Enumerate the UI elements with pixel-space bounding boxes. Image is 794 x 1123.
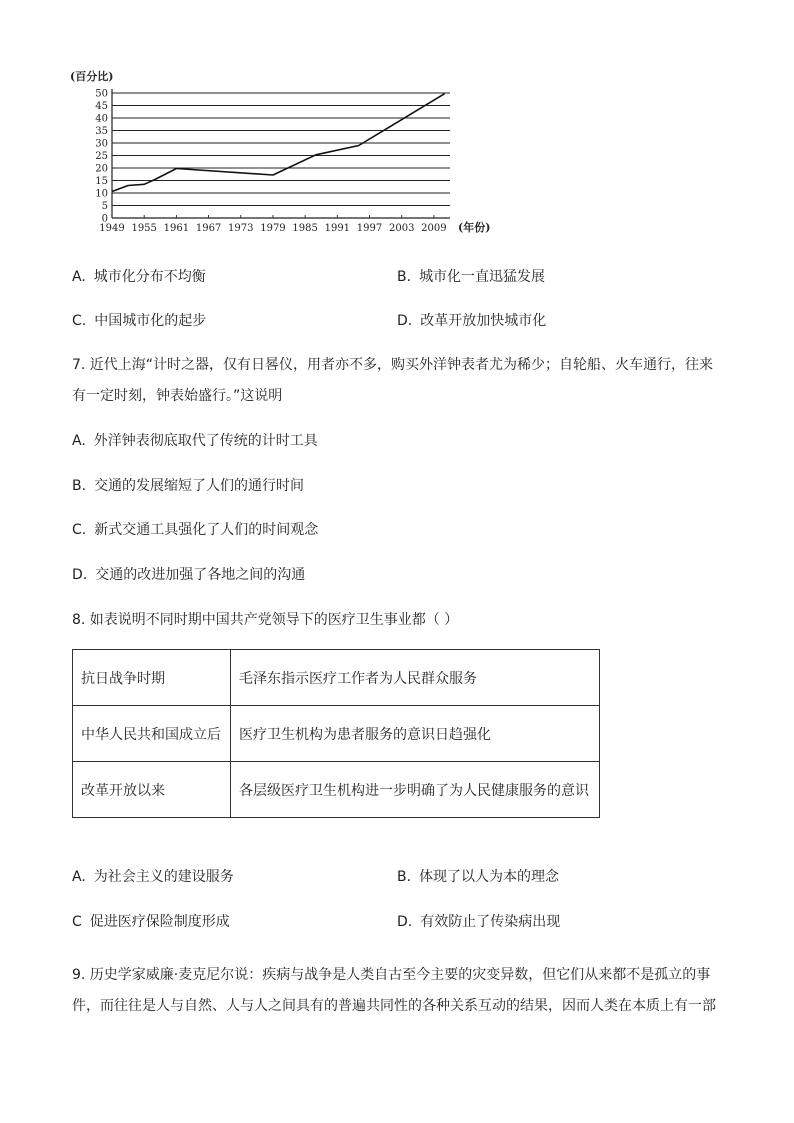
x-tick-label: 1949 xyxy=(99,223,125,234)
option-letter: D. xyxy=(397,313,413,329)
option-text: 为社会主义的建设服务 xyxy=(93,869,234,885)
q9-line-2: 件，而往往是人与自然、人与人之间具有的普遍共同性的各种关系互动的结果，因而人类在本质上有一部 xyxy=(72,998,716,1014)
x-tick-label: 1967 xyxy=(195,223,222,234)
q6-option-a[interactable] xyxy=(72,267,206,287)
x-tick-label: 1955 xyxy=(131,223,157,234)
q7-stem-line-2: 有一定时刻，钟表始盛行。”这说明 xyxy=(72,388,283,404)
x-tick-label: 1961 xyxy=(163,223,190,234)
q7-option-a[interactable] xyxy=(72,431,318,451)
q6-option-b[interactable] xyxy=(397,267,545,287)
option-letter: B. xyxy=(72,478,87,494)
option-text: 新式交通工具强化了人们的时间观念 xyxy=(94,522,319,538)
x-tick-label: 1985 xyxy=(292,223,318,234)
table-row xyxy=(73,650,600,706)
q8-option-b[interactable] xyxy=(397,867,559,887)
y-tick-label: 10 xyxy=(95,188,108,200)
q6-option-c[interactable] xyxy=(72,311,206,331)
urbanization-line-chart xyxy=(70,66,500,242)
option-text: 城市化分布不均衡 xyxy=(93,269,206,285)
option-text: 体现了以人为本的理念 xyxy=(419,869,560,885)
y-tick-label: 5 xyxy=(101,201,108,212)
table-row xyxy=(73,706,600,762)
q9-stem xyxy=(72,960,728,1022)
option-letter: A. xyxy=(72,869,86,885)
x-tick-label: 1979 xyxy=(260,223,286,234)
q7-option-d[interactable] xyxy=(72,565,305,585)
option-letter: D. xyxy=(397,914,413,930)
x-tick-label: 2003 xyxy=(388,223,415,234)
y-tick-label: 20 xyxy=(95,163,108,175)
y-tick-label: 30 xyxy=(95,138,108,150)
q7-option-c[interactable] xyxy=(72,520,318,540)
option-letter: B. xyxy=(397,869,412,885)
option-text: 促进医疗保险制度形成 xyxy=(89,914,230,930)
y-tick-label: 45 xyxy=(95,101,108,112)
x-tick-label: 2009 xyxy=(421,223,447,234)
q8-table xyxy=(72,649,600,818)
option-letter: B. xyxy=(397,269,412,285)
option-text: 交通的改进加强了各地之间的沟通 xyxy=(95,567,306,583)
table-cell-content: 医疗卫生机构为患者服务的意识日趋强化 xyxy=(231,706,600,762)
q9-line-1: 9. 历史学家威廉·麦克尼尔说：疾病与战争是人类自古至今主要的灾变异数，但它们从来都不是孤立的事 xyxy=(72,967,711,983)
q6-option-d[interactable] xyxy=(397,311,546,331)
q8-option-c[interactable] xyxy=(72,912,230,932)
y-tick-label: 50 xyxy=(95,88,108,100)
y-tick-label: 35 xyxy=(95,126,108,137)
x-axis-label: (年份) xyxy=(458,221,491,234)
option-text: 中国城市化的起步 xyxy=(94,313,207,329)
q8-stem: 8. 如表说明不同时期中国共产党领导下的医疗卫生事业都（ ） xyxy=(72,612,459,628)
table-cell-period: 抗日战争时期 xyxy=(73,650,231,706)
y-tick-label: 40 xyxy=(95,113,108,125)
table-cell-content: 毛泽东指示医疗工作者为人民群众服务 xyxy=(231,650,600,706)
q7-option-b[interactable] xyxy=(72,476,304,496)
option-letter: A. xyxy=(72,269,86,285)
option-letter: C xyxy=(72,914,82,930)
option-text: 有效防止了传染病出现 xyxy=(420,914,561,930)
chart-svg xyxy=(70,66,500,242)
option-text: 改革开放加快城市化 xyxy=(420,313,547,329)
option-letter: C. xyxy=(72,313,87,329)
q8-option-d[interactable] xyxy=(397,912,560,932)
q8-option-a[interactable] xyxy=(72,867,234,887)
y-tick-label: 25 xyxy=(95,151,108,162)
table-cell-content: 各层级医疗卫生机构进一步明确了为人民健康服务的意识 xyxy=(231,762,600,818)
option-letter: A. xyxy=(72,433,86,449)
table-cell-period: 中华人民共和国成立后 xyxy=(73,706,231,762)
option-text: 交通的发展缩短了人们的通行时间 xyxy=(94,478,305,494)
table-cell-period: 改革开放以来 xyxy=(73,762,231,818)
x-tick-label: 1991 xyxy=(324,223,351,234)
q7-stem-line-1: 7. 近代上海“计时之器，仅有日晷仪，用者亦不多，购买外洋钟表者尤为稀少；自轮船、火车通行，往来 xyxy=(72,357,714,373)
table-row xyxy=(73,762,600,818)
x-tick-label: 1973 xyxy=(228,223,254,234)
y-tick-label: 0 xyxy=(101,213,108,225)
option-text: 城市化一直迅猛发展 xyxy=(419,269,546,285)
x-tick-label: 1997 xyxy=(356,223,383,234)
y-axis-label: (百分比) xyxy=(70,70,114,83)
q7-stem xyxy=(72,350,728,412)
y-tick-label: 15 xyxy=(95,176,108,187)
option-text: 外洋钟表彻底取代了传统的计时工具 xyxy=(93,433,318,449)
option-letter: D. xyxy=(72,567,88,583)
option-letter: C. xyxy=(72,522,87,538)
